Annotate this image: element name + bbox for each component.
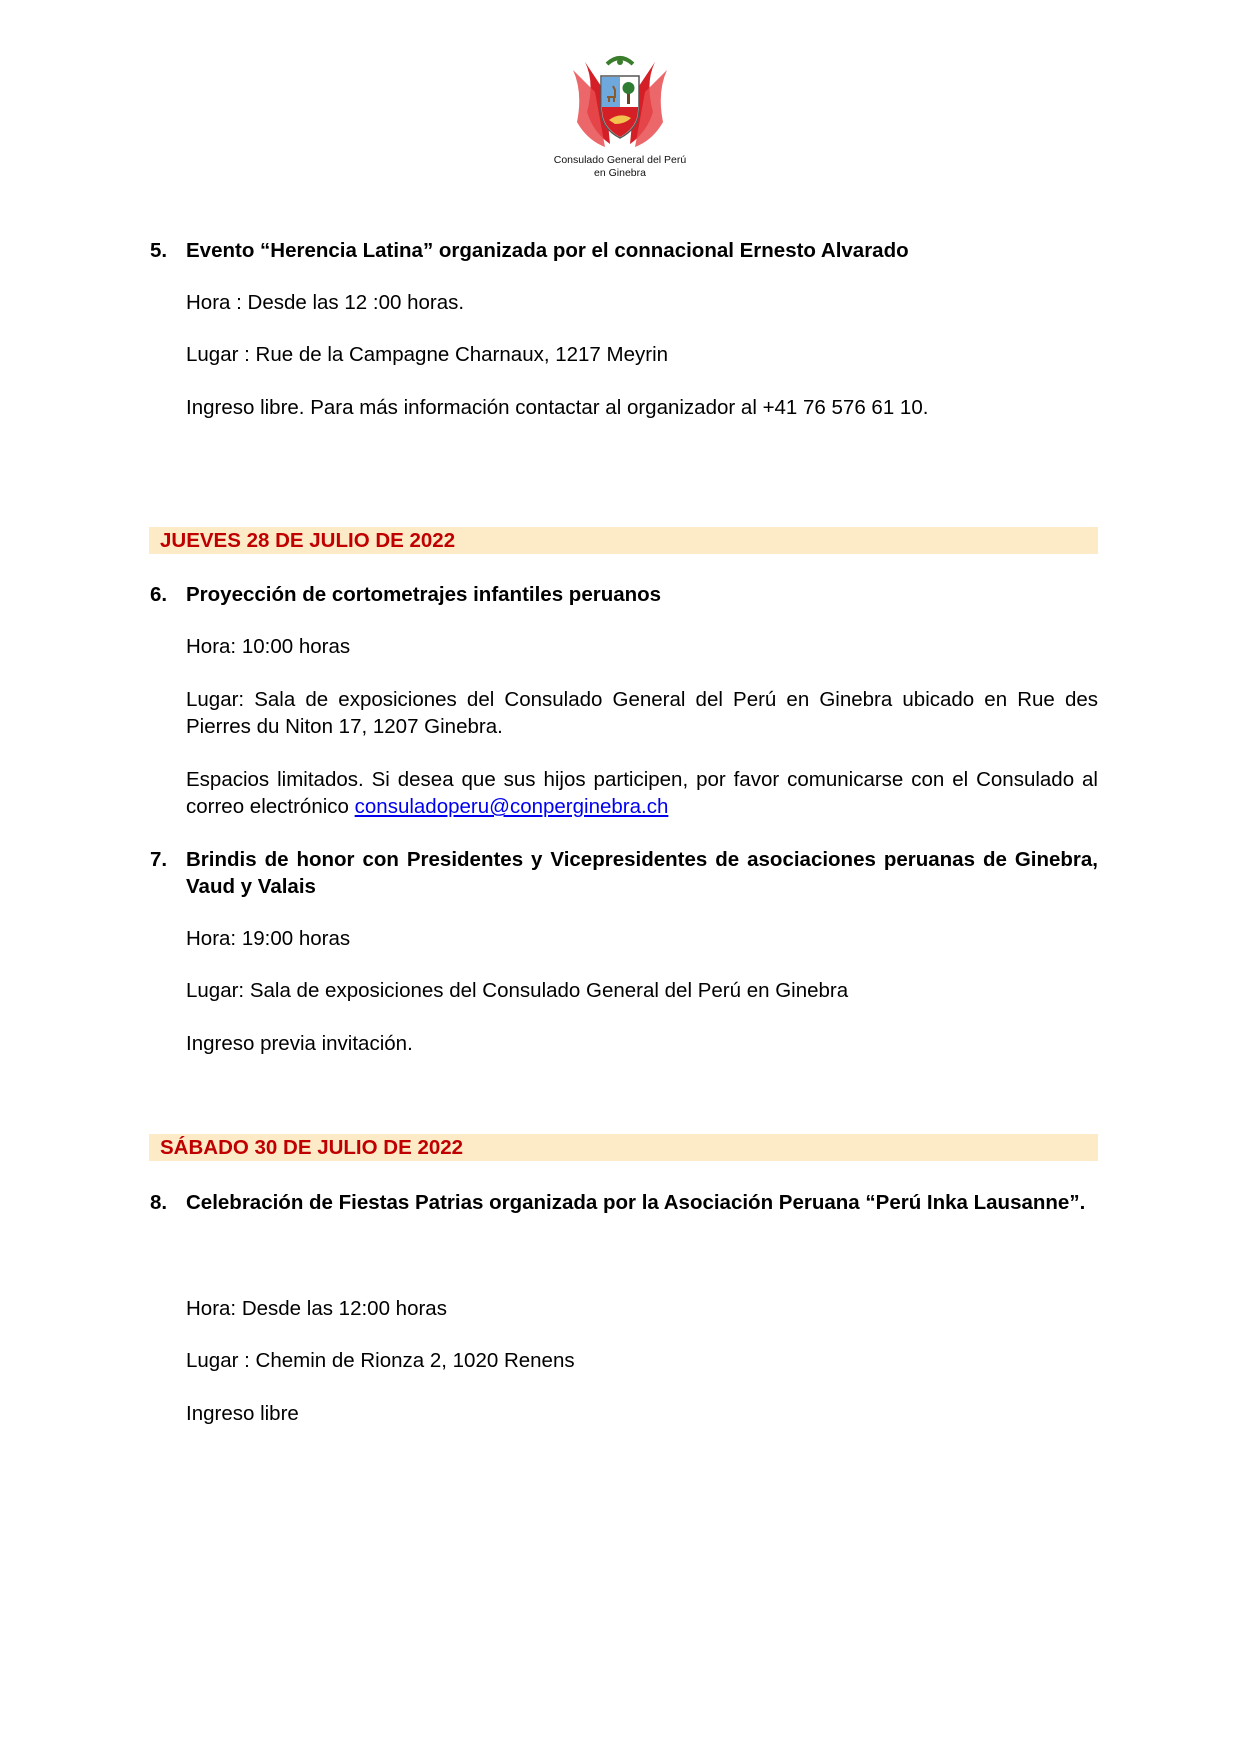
event-item-6-title <box>150 581 1098 608</box>
item-title-text: Brindis de honor con Presidentes y Vicepresidentes de asociaciones peruanas de Ginebra, Vaud y Valais <box>186 848 1098 898</box>
date-heading: JUEVES 28 DE JULIO DE 2022 <box>160 529 456 552</box>
date-heading: SÁBADO 30 DE JULIO DE 2022 <box>160 1136 464 1159</box>
date-band-sabado <box>149 1134 1098 1161</box>
event-item-5-title <box>150 237 1098 264</box>
date-band-jueves <box>149 527 1098 554</box>
event-item-8-lugar: Lugar : Chemin de Rionza 2, 1020 Renens <box>186 1349 575 1372</box>
event-item-7-nota: Ingreso previa invitación. <box>186 1032 413 1055</box>
event-item-8-hora: Hora: Desde las 12:00 horas <box>186 1297 447 1320</box>
email-link[interactable]: consuladoperu@conperginebra.ch <box>354 795 669 818</box>
item-number: 8. <box>150 1191 168 1214</box>
event-item-5-hora: Hora : Desde las 12 :00 horas. <box>186 291 465 314</box>
event-item-7-lugar: Lugar: Sala de exposiciones del Consulado General del Perú en Ginebra <box>186 979 849 1002</box>
logo-caption-line1: Consulado General del Perú <box>553 154 687 166</box>
nota-text: Espacios limitados. Si desea que sus hijos participen, por favor comunicarse con el Consulado al correo electrónico <box>186 768 1098 818</box>
event-item-6-lugar: Lugar: Sala de exposiciones del Consulado General del Perú en Ginebra ubicado en Rue des Pierres du Niton 17, 1207 Ginebra. <box>186 688 1098 738</box>
event-item-7-title <box>150 846 1098 900</box>
item-title-text: Proyección de cortometrajes infantiles peruanos <box>186 583 662 606</box>
event-item-5-nota: Ingreso libre. Para más información contactar al organizador al +41 76 576 61 10. <box>186 396 929 419</box>
item-number: 5. <box>150 239 168 262</box>
event-item-8-title <box>150 1189 1098 1216</box>
consulate-logo <box>540 52 700 180</box>
item-title-text: Celebración de Fiestas Patrias organizada por la Asociación Peruana “Perú Inka Lausanne”. <box>186 1191 1086 1214</box>
event-item-8-nota: Ingreso libre <box>186 1402 299 1425</box>
event-item-5-lugar: Lugar : Rue de la Campagne Charnaux, 1217 Meyrin <box>186 343 669 366</box>
event-item-7-hora: Hora: 19:00 horas <box>186 927 351 950</box>
event-item-6-hora: Hora: 10:00 horas <box>186 635 351 658</box>
item-number: 7. <box>150 848 168 871</box>
item-title-text: Evento “Herencia Latina” organizada por el connacional Ernesto Alvarado <box>186 239 909 262</box>
event-item-6-nota <box>186 766 1098 820</box>
item-number: 6. <box>150 583 168 606</box>
logo-caption-line2: en Ginebra <box>594 167 646 179</box>
peru-coat-of-arms-icon <box>565 52 675 152</box>
